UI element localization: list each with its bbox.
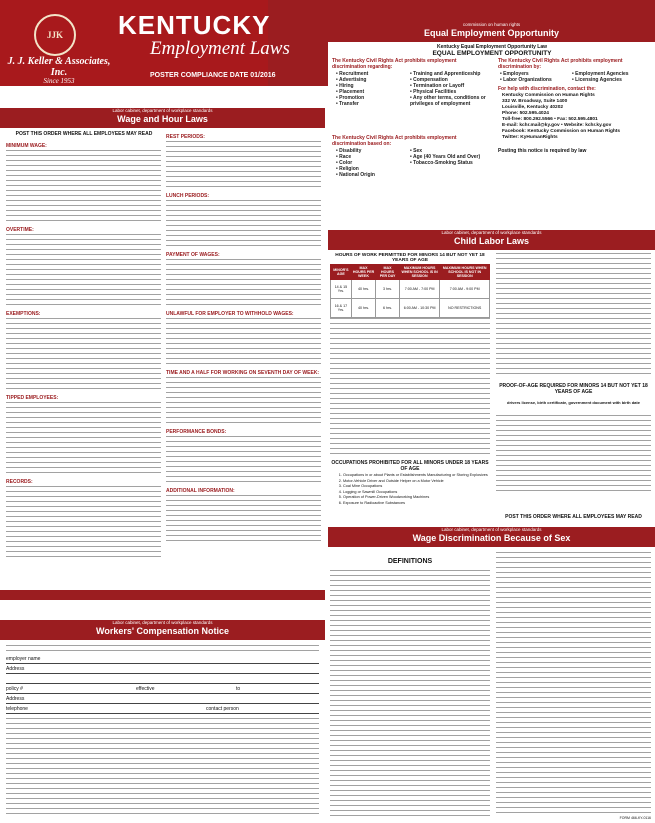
wage-paragraph [6,402,161,476]
eeo-list-item: • Recruitment [336,71,406,77]
address-field-1 [6,666,319,674]
contact-line: Louisville, Kentucky 40202 [502,105,564,110]
child-table-cell: 3 hrs. [376,280,400,299]
child-table-body [331,280,490,318]
eeo-list-item: • Placement [336,89,406,95]
policy-field [6,686,319,694]
wage-title: Wage and Hour Laws [117,114,208,124]
wage-paragraph [166,436,321,485]
eeo-by-col1 [500,71,570,83]
eeo-list-item: • Termination or Layoff [410,83,492,89]
contact-line: Kentucky Commission on Human Rights [502,93,595,98]
wage-heading: MINIMUM WAGE: [6,143,47,149]
child-table-cell: NO RESTRICTIONS [440,299,490,318]
eeo-list-col2 [410,71,492,107]
eeo-list-col3 [336,148,406,178]
eeo-basis-item: • National Origin [336,172,406,178]
eeo-list-item: • Promotion [336,95,406,101]
eeo-basis-item: • Race [336,154,406,160]
occupation-item: 1. Occupations in or about Plants or Establishments Manufacturing or Storing Explosives [343,473,498,479]
child-hours-heading: HOURS OF WORK PERMITTED FOR MINORS 14 BUT NOT YET 18 YEARS OF AGE [335,253,485,263]
address-field-3 [6,696,319,704]
to-label: to [236,686,241,692]
contact-line: Phone: 502.595.4024 [502,111,549,116]
child-sub: Labor cabinet, department of workplace standards [441,230,542,235]
discrim-sub: Labor cabinet, department of workplace standards [441,527,542,532]
contact-line: Toll-free: 800.292.5566 • Fax: 502.595.4801 [502,117,598,122]
wage-sub: Labor cabinet, department of workplace standards [112,108,213,113]
comp-sub: Labor cabinet, department of workplace standards [112,620,213,625]
wage-paragraph [166,141,321,190]
eeo-basis-item: • Color [336,160,406,166]
wage-heading: ADDITIONAL INFORMATION: [166,488,235,494]
child-table-cell: 6:00 AM - 10:30 PM [399,299,440,318]
wage-heading: REST PERIODS: [166,134,205,140]
discrim-section-bar [328,527,655,547]
comp-intro [6,645,319,653]
child-table-header: MAX HOURS PER WEEK [352,266,375,278]
eeo-basis-item: • Age (40 Years Old and Over) [410,154,492,160]
child-table-cell: 6 hrs. [376,299,400,318]
comp-body-text [6,718,319,816]
wage-column-2 [166,131,321,581]
child-table-header: MAX HOURS PER DAY [376,265,400,280]
eeo-basis-item: • Religion [336,166,406,172]
child-table-cell: 40 hrs. [351,280,376,299]
eeo-list-item: • Any other terms, conditions or privileges of employment [410,95,492,107]
child-table-cell: 16 & 17 Yrs. [331,299,352,318]
eeo-basis-item: • Tobacco-Smoking Status [410,160,492,166]
contact-line: Twitter: KyHumanRights [502,135,558,140]
occupation-item: 5. Operation of Power-Driven Woodworking Machines [343,495,498,501]
eeo-section-bar [328,22,655,42]
eeo-by-item: • Labor Organizations [500,77,570,83]
wage-paragraph [6,234,161,308]
wage-column-1 [6,140,161,580]
comp-section-bar [0,620,325,640]
eeo-list-item: • Transfer [336,101,406,107]
child-table-header: MAXIMUM HOURS WHEN SCHOOL IS IN SESSION [399,265,440,280]
eeo-list-item: • Hiring [336,83,406,89]
eeo-heading: EQUAL EMPLOYMENT OPPORTUNITY [432,50,552,57]
eeo-based-heading: The Kentucky Civil Rights Act prohibits employment discrimination based on: [332,135,457,147]
employer-name-field [6,656,319,664]
eeo-prohibited-heading: The Kentucky Civil Rights Act prohibits employment discrimination regarding: [332,58,457,70]
occupations-list [333,473,498,506]
child-table-cell: 40 hrs. [351,299,376,318]
discrim-title: Wage Discrimination Because of Sex [412,533,571,543]
occupation-item: 4. Logging or Sawmill Occupations [343,490,498,496]
wage-paragraph [6,318,161,392]
wage-heading: TIME AND A HALF FOR WORKING ON SEVENTH DAY OF WEEK: [166,370,320,376]
child-table-cell: 7:00 AM - 7:00 PM [399,280,440,299]
wage-paragraph [166,200,321,249]
wage-heading: OVERTIME: [6,227,34,233]
child-table-header: MAXIMUM HOURS WHEN SCHOOL IS NOT IN SESSION [440,265,490,280]
eeo-posting: Posting this notice is required by law [498,148,587,154]
child-table-cell: 7:00 AM - 9:00 PM [440,280,490,299]
eeo-info-heading: For help with discrimination, contact the: [498,86,596,92]
address-field-2 [6,676,319,684]
notice-bar [0,590,325,600]
eeo-list-item: • Physical Facilities [410,89,492,95]
child-title: Child Labor Laws [453,236,529,246]
telephone-field [6,706,319,714]
child-section-bar [328,230,655,250]
logo-name: J. J. Keller & Associates, Inc. [7,56,111,78]
proof-sub: drivers license, birth certificate, government document with birth date [507,400,640,405]
wage-heading: EXEMPTIONS: [6,311,41,317]
eeo-list-item: • Advertising [336,77,406,83]
occupation-item: 6. Exposure to Radioactive Substances [343,501,498,507]
keller-logo-icon: JJK [34,14,76,56]
title-sub: Employment Laws [150,38,290,59]
child-table-row [331,280,490,299]
child-table-header: MINOR'S AGE [331,265,352,280]
eeo-list-col1 [336,71,406,107]
eeo-by-item: • Employers [500,71,570,77]
title-state: KENTUCKY [118,10,271,40]
eeo-by-item: • Licensing Agencies [572,77,652,83]
child-table-cell: 14 & 15 Yrs. [331,280,352,299]
eeo-list-col4 [410,148,492,166]
telephone-label: telephone [6,706,28,712]
child-table-row [331,299,490,318]
wage-paragraph [6,486,161,560]
wage-heading: LUNCH PERIODS: [166,193,210,199]
wage-paragraph [166,495,321,544]
eeo-basis-item: • Sex [410,148,492,154]
wage-paragraph [166,318,321,367]
contact-line: E-mail: kchr.mail@ky.gov • Website: kchr.ky.gov [502,123,612,128]
eeo-title: Equal Employment Opportunity [423,28,559,38]
eeo-by-item: • Employment Agencies [572,71,652,77]
eeo-contact [502,93,654,141]
policy-label: policy # [6,686,23,692]
occupations-heading: OCCUPATIONS PROHIBITED FOR ALL MINORS UNDER 18 YEARS OF AGE [331,460,489,472]
address-label-1: Address [6,666,25,672]
child-body-text [330,318,490,458]
address-label-3: Address [6,696,25,702]
contact-line: Facebook: Kentucky Commission on Human Rights [502,129,621,134]
contact-label: contact person [206,706,239,712]
wage-heading: UNLAWFUL FOR EMPLOYER TO WITHHOLD WAGES: [166,311,294,317]
eeo-law-title: Kentucky Equal Employment Opportunity Law [436,44,547,50]
eeo-list-item: • Compensation [410,77,492,83]
comp-title: Workers' Compensation Notice [95,626,229,636]
child-hazard-text [496,253,651,378]
discrim-definitions: DEFINITIONS [387,558,433,565]
wage-heading: RECORDS: [6,479,33,485]
child-post: POST THIS ORDER WHERE ALL EMPLOYEES MAY READ [505,514,642,520]
footer-code: FORM 466-KY-0116 [619,816,651,820]
eeo-basis-item: • Disability [336,148,406,154]
wage-heading: PERFORMANCE BONDS: [166,429,227,435]
effective-label: effective [136,686,155,692]
wage-heading: PAYMENT OF WAGES: [166,252,220,258]
proof-heading: PROOF-OF-AGE REQUIRED FOR MINORS 14 BUT NOT YET 18 YEARS OF AGE [499,383,648,395]
eeo-list-item: • Training and Apprenticeship [410,71,492,77]
wage-paragraph [6,150,161,224]
eeo-by-col2 [572,71,652,83]
compliance-date: POSTER COMPLIANCE DATE 01/2016 [150,72,276,79]
logo-since: Since 1953 [43,77,75,85]
child-hours-table [330,264,490,318]
employer-name-label: employer name [6,656,41,662]
wage-post: POST THIS ORDER WHERE ALL EMPLOYEES MAY READ [15,131,153,137]
occupation-item: 2. Motor-Vehicle Driver and Outside Helper on a Motor Vehicle [343,479,498,485]
child-table-head [331,265,490,280]
wage-paragraph [166,377,321,426]
proof-text [496,415,651,495]
occupation-item: 3. Coal Mine Occupations [343,484,498,490]
contact-line: 332 W. Broadway, Suite 1400 [502,99,568,104]
eeo-by-heading: The Kentucky Civil Rights Act prohibits employment discrimination by: [498,58,623,70]
discrim-col2 [496,552,651,816]
wage-paragraph [166,259,321,308]
wage-heading: TIPPED EMPLOYEES: [6,395,59,401]
discrim-col1 [330,570,490,816]
eeo-sub: commission on human rights [462,22,521,27]
wage-section-bar [0,108,325,128]
